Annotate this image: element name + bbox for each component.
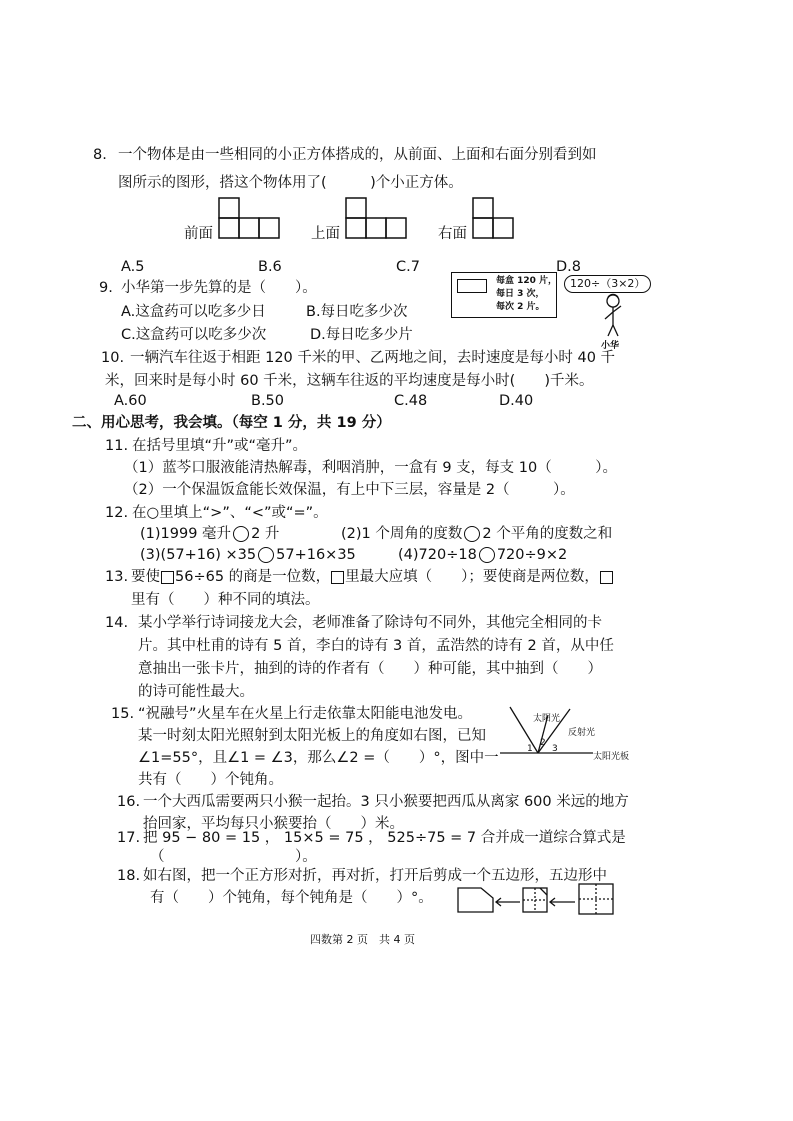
q13-line1-part2: 56÷65 的商是一位数， xyxy=(175,569,331,585)
q10-option-c: C.48 xyxy=(394,393,428,409)
q12-number: 12. xyxy=(105,505,129,521)
q9-option-d: D.每日吃多少片 xyxy=(310,327,413,343)
q11-number: 11. xyxy=(105,438,129,454)
q9-person-label: 小华 xyxy=(601,341,620,351)
q9-box-icon xyxy=(457,279,487,293)
q12-item2 xyxy=(341,525,612,543)
q13-line1-part1: 要使 xyxy=(131,569,160,585)
q10-line2: 米，回来时是每小时 60 千米，这辆车往返的平均速度是每小时( )千米。 xyxy=(105,373,594,389)
q8-number: 8. xyxy=(93,147,107,163)
q9-number: 9. xyxy=(99,280,113,296)
q9-speech-bubble: 120÷（3×2） xyxy=(564,275,651,293)
q8-option-a: A.5 xyxy=(121,259,145,275)
q13-number: 13. xyxy=(105,569,129,585)
q13-line1 xyxy=(131,568,614,586)
q15-line4: 共有（ ）个钝角。 xyxy=(138,772,283,788)
section2-title: 二、用心思考，我会填。（每空 1 分，共 19 分） xyxy=(72,415,391,431)
q12-item4 xyxy=(398,546,567,564)
q15-reflect-label: 反射光 xyxy=(568,728,596,738)
page-footer: 四数第 2 页 共 4 页 xyxy=(310,933,415,946)
q12-item1-right: 2 升 xyxy=(251,526,280,542)
q8-option-d: D.8 xyxy=(556,259,581,275)
q9-option-c: C.这盒药可以吃多少次 xyxy=(121,327,267,343)
q14-number: 14. xyxy=(105,615,129,631)
q15-panel-label: 太阳光板 xyxy=(593,752,630,762)
q13-line2-text: 里有（ ）种不同的填法。 xyxy=(131,592,320,608)
q15-line3: ∠1=55°，且∠1 = ∠3，那么∠2 =（ ）°，图中一 xyxy=(138,750,499,766)
q12-item4-left: (4)720÷18 xyxy=(398,547,477,563)
q10-number: 10. xyxy=(101,350,125,366)
q8-option-b: B.6 xyxy=(258,259,282,275)
q12-item3-left: (3)(57+16) ×35 xyxy=(140,547,257,563)
q8-top-view-figure xyxy=(345,197,407,239)
q15-line1: “祝融号”火星车在火星上行走依靠太阳能电池发电。 xyxy=(138,706,473,722)
q12-item4-right: 720÷9×2 xyxy=(496,547,568,563)
q15-angle3-label: 3 xyxy=(552,744,558,754)
q8-right-label: 右面 xyxy=(438,226,467,242)
q12-item2-circle[interactable] xyxy=(464,526,480,542)
q10-option-b: B.50 xyxy=(251,393,285,409)
q12-item3 xyxy=(140,546,356,564)
q10-option-d: D.40 xyxy=(499,393,534,409)
q10-line1: 一辆汽车往返于相距 120 千米的甲、乙两地之间，去时速度是每小时 40 千 xyxy=(130,350,616,366)
q18-line2: 有（ ）个钝角，每个钝角是（ ）°。 xyxy=(150,890,433,906)
q12-item3-right: 57+16×35 xyxy=(276,547,356,563)
q17-line2: （ ）。 xyxy=(150,849,317,865)
q9-child-figure xyxy=(596,292,630,340)
q13-line1-part3: 里最大应填（ ）；要使商是两位数， xyxy=(345,569,599,585)
q9-stem: 小华第一步先算的是（ ）。 xyxy=(121,280,317,296)
q8-right-view-figure xyxy=(472,197,514,239)
q14-line2: 片。其中杜甫的诗有 5 首，李白的诗有 3 首，孟浩然的诗有 2 首，从中任 xyxy=(138,638,614,654)
q11-item1: （1）蓝芩口服液能清热解毒，利咽消肿，一盒有 9 支，每支 10（ ）。 xyxy=(124,460,617,476)
q15-angle1-label: 1 xyxy=(527,744,533,754)
q12-item2-right: 2 个平角的度数之和 xyxy=(482,526,613,542)
q13-blank-square xyxy=(161,571,174,584)
q13-blank-square xyxy=(600,571,613,584)
q17-number: 17. xyxy=(117,830,141,846)
q12-stem: 在○里填上“>”、“<”或“=”。 xyxy=(132,505,328,521)
q9-option-a: A.这盒药可以吃多少日 xyxy=(121,304,266,320)
q15-number: 15. xyxy=(111,706,135,722)
q18-number: 18. xyxy=(117,868,141,884)
q8-top-label: 上面 xyxy=(311,226,340,242)
q14-line4: 的诗可能性最大。 xyxy=(138,684,254,700)
q12-item1 xyxy=(140,525,279,543)
q15-line2: 某一时刻太阳光照射到太阳光板上的角度如右图，已知 xyxy=(138,728,486,744)
q12-item2-left: (2)1 个周角的度数 xyxy=(341,526,463,542)
q12-item1-circle[interactable] xyxy=(233,526,249,542)
q8-line1: 一个物体是由一些相同的小正方体搭成的，从前面、上面和右面分别看到如 xyxy=(118,147,597,163)
q9-box-line2: 每日 3 次， xyxy=(496,289,545,299)
q13-blank-square xyxy=(331,571,344,584)
q9-box-line1: 每盒 120 片， xyxy=(496,276,558,286)
q12-item3-circle[interactable] xyxy=(258,547,274,563)
q17-line1: 把 95 − 80 = 15 ， 15×5 = 75 ， 525÷75 = 7 合并成一道综合算式是 xyxy=(143,830,626,846)
q14-line3: 意抽出一张卡片，抽到的诗的作者有（ ）种可能，其中抽到（ ） xyxy=(138,661,602,677)
q11-item2: （2）一个保温饭盒能长效保温，有上中下三层，容量是 2（ ）。 xyxy=(124,482,575,498)
q9-medicine-box xyxy=(451,272,557,318)
q8-front-view-figure xyxy=(218,197,280,239)
q18-folding-diagram xyxy=(455,880,620,918)
q10-option-a: A.60 xyxy=(114,393,147,409)
q16-line1: 一个大西瓜需要两只小猴一起抬。3 只小猴要把西瓜从离家 600 米远的地方 xyxy=(143,794,629,810)
q11-stem: 在括号里填“升”或“毫升”。 xyxy=(132,438,308,454)
q13-line2 xyxy=(131,591,320,609)
q8-option-c: C.7 xyxy=(396,259,420,275)
q8-line2: 图所示的图形，搭这个物体用了( )个小正方体。 xyxy=(118,175,463,191)
q9-box-line3: 每次 2 片。 xyxy=(496,302,545,312)
q14-line1: 某小学举行诗词接龙大会，老师准备了除诗句不同外，其他完全相同的卡 xyxy=(138,615,602,631)
q12-item4-circle[interactable] xyxy=(479,547,495,563)
q15-angle2-label: 2 xyxy=(540,738,546,748)
q18-line1: 如右图，把一个正方形对折，再对折，打开后剪成一个五边形，五边形中 xyxy=(143,868,607,884)
q16-number: 16. xyxy=(117,794,141,810)
q9-option-b: B.每日吃多少次 xyxy=(306,304,408,320)
q15-sun-label: 太阳光 xyxy=(533,714,561,724)
q16-line2: 抬回家，平均每只小猴要抬（ ）米。 xyxy=(143,816,404,832)
q12-item1-left: (1)1999 毫升 xyxy=(140,526,232,542)
q8-front-label: 前面 xyxy=(184,226,213,242)
